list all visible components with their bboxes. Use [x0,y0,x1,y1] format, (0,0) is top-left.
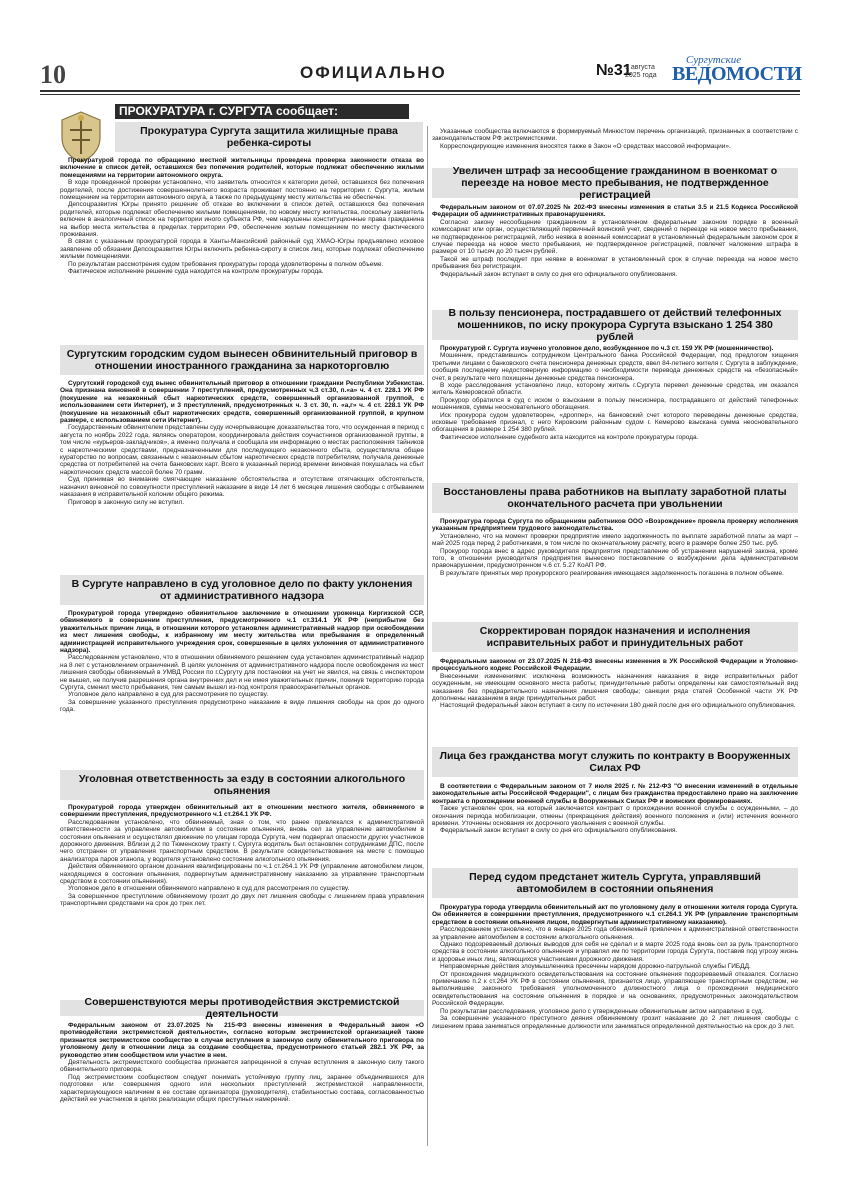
article-title-extremism: Совершенствуются меры противодействия экстремистской деятельности [60,1000,424,1016]
article-lead: Сургутский городской суд вынес обвинительный приговор в отношении гражданки Республики Узбекистан. Она признана виновной в совершении 7 преступлений, предусмотренных ч.3 ст.30, п.«а» ч. 4 ст. 228.1 УК РФ (покушение на незаконный сбыт наркотических средств, совершенный организованной группой, с использованием сети Интернет), и 3 преступлений, предусмотренных ч. 3 ст. 30, п. «а,г» ч. 4 ст. 228.1 УК РФ (покушение на незаконный сбыт наркотических средств, совершенный организованной группой, в крупном размере, с использованием сети Интернет). [60,380,424,425]
article-lead: Прокуратура города Сургута по обращениям работников ООО «Возрождение» провела проверку исполнения указанным предприятием трудового законодательства. [432,518,798,533]
prosecutor-banner: ПРОКУРАТУРА г. СУРГУТА сообщает: [115,104,409,119]
article-lead: В соответствии с Федеральным законом от 7 июля 2025 г. № 212-ФЗ "О внесении изменений в отдельные законодательные акты Российской Федерации", с лицам без гражданства предоставлено право на заключение контракта о прохождении военной службы в Вооруженных Силах РФ и воинских формированиях. [432,783,798,805]
article-paragraph: Приговор в законную силу не вступил. [68,498,185,506]
section-title: ОФИЦИАЛЬНО [300,63,447,82]
issue-date [625,64,657,80]
article-paragraph: Федеральный закон вступает в силу со дня его официального опубликования. [440,827,678,835]
article-title-stateless-service: Лица без гражданства могут служить по контракту в Вооруженных Силах РФ [432,747,798,777]
article-lead: Федеральным законом от 23.07.2025 N 218-ФЗ внесены изменения в УК Российской Федерации и Уголовно-процессуального кодекс Российской Федерации. [432,658,798,673]
article-lead: Федеральным законом от 07.07.2025 № 202-ФЗ внесены изменения в статьи 3.5 и 21.5 Кодекса Российской Федерации об административных правонарушениях. [432,204,798,219]
article-lead: Прокуратурой города по обращению местной жительницы проведена проверка законности отказа во включение в список детей, оставшихся без попечения родителей, которые подлежат обеспечению жилыми помещениями на территории автономного округа. [60,157,424,179]
issue-number: №31 [596,62,632,79]
article-child-housing [60,157,424,276]
article-lead: Прокуратурой города утвержден обвинительный акт в отношении местного жителя, обвиняемого в совершении преступления, предусмотренного ч.1 ст.264.1 УК РФ. [60,804,424,819]
article-paragraph: Установлено, что на момент проверки предприятие имело задолженность по выплате заработной платы за март – май 2025 года перед 2 работниками, в том числе по окончательному расчету, всего в размере более 250 тыс. руб. [432,532,798,548]
article-drunk-driver-trial [432,904,798,1030]
header-rule [40,90,800,92]
article-title-supervision: В Сургуте направлено в суд уголовное дело по факту уклонения от административного надзора [60,575,424,605]
article-extremism [60,1022,424,1103]
article-paragraph: Мошенник, представившись сотрудником Центрального банка Российской Федерации, под предлогом хищения третьими лицами с банковского счета пенсионера денежных средств, ввел 84-летнего жителя г. Сургута в заблуждение, сообщив последнему недостоверную информацию о необходимости перевода денежных средств на «безопасный» счет, в результате чего похищены денежные средства пенсионера. [432,352,798,382]
article-stateless-service [432,783,798,835]
column-divider [427,126,428,1146]
article-title-child-housing: Прокуратура Сургута защитила жилищные права ребенка-сироты [115,122,423,152]
article-paragraph: В связи с указанным прокуратурой города в Ханты-Мансийский районный суд ХМАО-Югры предъявлено исковое заявление об обязании Депсоцразвития Югры включить ребенка-сироту в список лиц, которые подлежат обеспечению жилыми помещениями. [60,238,424,261]
article-paragraph: В ходе проведенной проверки установлено, что заявитель относится к категории детей, оставшихся без попечения родителей, после достижения совершеннолетнего возраста проживает постоянно на территории г. Сургута, жилым помещением на территории автономного округа, а также по предыдущему месту жительства не обеспечен. [60,179,424,202]
article-paragraph: По результатам расследования, уголовное дело с утвержденным обвинительным актом направлено в суд. [440,1007,764,1015]
article-paragraph: Депсоцразвития Югры принято решение об отказе во включении в список детей, оставшихся без попечения родителей, которые подлежат обеспечению жилыми помещениями, по новому месту жительства, поскольку заявитель включен в аналогичный список на территории иного субъекта РФ, чем нарушены конституционные права гражданина на выбор места жительства в пределах территории РФ, обеспечение жилым помещением по месту фактического проживания. [60,201,424,239]
article-paragraph: За совершенное преступление обвиняемому грозит до двух лет лишения свободы с лишением права управления транспортными средствами на срок до трех лет. [60,892,424,908]
article-paragraph: Уголовное дело направлено в суд для рассмотрения по существу. [68,691,269,699]
article-title-drunk-driver-trial: Перед судом предстанет житель Сургута, управлявший автомобилем в состоянии опьянения [432,868,798,898]
logo-top-text: Сургутские [686,54,742,66]
article-drug-verdict [60,380,424,506]
article-pensioner-fraud [432,345,798,441]
logo-main-text: ВЕДОМОСТИ [672,63,802,85]
article-paragraph: В ходе расследования установлено лицо, которому житель г.Сургута перевел денежные средства, им оказался житель Кемеровской области. [432,382,798,397]
article-paragraph: Такой же штраф последует при неявке в военкомат в установленный срок в случае переезда на новое место пребывания без регистрации. [432,255,798,271]
article-paragraph: Указанные сообщества включаются в формируемый Минюстом перечень организаций, признанных в соответствии с законодательством РФ экстремистскими. [432,128,798,143]
article-paragraph: Уголовное дело в отношении обвиняемого направлено в суд для рассмотрения по существу. [68,885,350,893]
article-title-wages: Восстановлены права работников на выплату заработной платы окончательного расчета при увольнении [432,483,798,513]
article-supervision [60,610,424,714]
article-paragraph: Прокурор обратился в суд с иском о взыскании в пользу пенсионера, пострадавшего от действий телефонных мошенников, суммы неосновательного обогащения. [432,396,798,412]
page-number: 10 [40,60,66,89]
article-paragraph: Внесенными изменениями: исключена возможность назначения наказания в виде исправительных работ осужденным, не имеющим основного места работы; принудительные работы определены как самостоятельный вид наказания без предварительного назначения лишения свободы; санкции ряда статей Особенной части УК РФ дополнены наказанием в виде принудительных работ. [432,672,798,703]
article-paragraph: Однако подозреваемый должных выводов для себя не сделал и в марте 2025 года вновь сел за руль транспортного средства в состоянии алкогольного опьянения и управлял им по территории города Сургута, поставив под угрозу жизнь и здоровье иных лиц, являющихся участниками дорожного движения. [432,941,798,963]
article-paragraph: Также установлен срок, на который заключается контракт о прохождении военной службы с осужденными, – до окончания периода мобилизации, отмены (прекращения действия) военного положения и (или) истечения военного времени. Уточнены основания их досрочного увольнения с военной службы. [432,805,798,828]
article-paragraph: Корреспондирующие изменения вносятся также в Закон «О средствах массовой информации». [440,142,731,150]
article-paragraph: Расследованием установлено, что обвиняемый, зная о том, что ранее привлекался к административной ответственности за управление автомобилем в состоянии опьянения, вновь сел за управление автомобилем в состоянии опьянения и осуществлял движение по улицам города Сургута, чем подвергал опасности других участников дорожного движения. Вблизи д.2 по Тюменскому тракту г. Сургута водитель был остановлен сотрудниками ДПС, после чего отстранен от управления транспортным средством. В результате освидетельствования на месте с помощью анализатора паров этанола, у водителя установлено состояние алкогольного опьянения. [60,818,424,863]
article-paragraph: Фактическое исполнение решение суда находится на контроле прокуратуры города. [68,268,324,276]
article-title-pensioner-fraud: В пользу пенсионера, пострадавшего от действий телефонных мошенников, по иску прокурора Сургута взыскано 1 254 380 рублей [432,310,798,340]
article-extremism-continued [432,128,798,150]
article-paragraph: Согласно закону несообщение гражданином в установленном федеральным законом порядке в военный комиссариат или орган, осуществляющий первичный воинский учет, сведений о переезде на новое место пребывания, не подтвержденное регистрацией, либо неявка в военный комиссариат в установленный федеральным законом срок в случае переезда на новое место пребывания, не подтвержденное регистрацией, повлечет наложение штрафа в размере от 10 тысяч до 20 тысяч рублей. [432,218,798,256]
article-paragraph: Суд принимая во внимание смягчающие наказание обстоятельства и отсутствие отягчающих обстоятельств, назначил виновной по совокупности преступлений наказание в виде 14 лет 6 месяцев лишения свободы с отбыванием наказания в исправительной колонии общего режима. [60,476,424,499]
article-wages [432,518,798,577]
article-lead: Прокуратурой г. Сургута изучено уголовное дело, возбужденное по ч.3 ст. 159 УК РФ (мошенничество). [440,345,774,352]
article-title-drunk-driving: Уголовная ответственность за езду в состоянии алкогольного опьянения [60,770,424,800]
article-paragraph: Государственным обвинителем представлены суду исчерпывающие доказательства того, что осужденная в период с августа по ноябрь 2022 года, являясь оператором, координировала действия соучастников организованной группы, в том числе «курьеров-закладчиков», а именно получала и сообщала им информацию о местах расположения тайников с наркотическими средствами, предназначенными для последующего незаконного сбыта, осуществляла общее кураторство по вопросам, связанным с незаконным сбытом наркотических средств потребителям, получала денежные средства от потребителей на счета банковских карт. Всего в указанный период времени виновная покушалась на сбыт наркотических средств массой более 70 грамм. [60,424,424,476]
article-paragraph: Прокурор города внес в адрес руководителя предприятия представление об устранении нарушений закона, кроме того, в отношении руководителя предприятия вынесено постановление о возбуждении дела административном правонарушении, предусмотренном ч.6 ст. 5.27 КоАП РФ. [432,547,798,570]
newspaper-logo[interactable] [672,54,802,88]
article-paragraph: Неправомерные действия злоумышленника пресечены нарядом дорожно-патрульной службы ГИБДД. [440,963,751,971]
article-paragraph: Настоящий федеральный закон вступает в силу по истечении 180 дней после дня его официального опубликования. [440,702,796,710]
article-paragraph: Федеральный закон вступает в силу со дня его официального опубликования. [440,270,678,278]
article-paragraph: Фактическое исполнение судебного акта находится на контроле прокуратуры города. [440,433,699,441]
article-paragraph: Деятельность экстремистского сообщества признается запрещенной в случае вступления в законную силу такого обвинительного приговора. [60,1059,424,1074]
article-drunk-driving [60,804,424,908]
article-correctional-work [432,658,798,710]
article-lead: Прокуратурой города утверждено обвинительное заключение в отношении уроженца Киргизской ССР, обвиняемого в совершении преступления, предусмотренного ч.1 ст.314.1 УК РФ (неприбытие без уважительных причин лица, в отношении которого установлен административный надзор при освобождении из мест лишения свободы, к избранному им месту жительства или пребывания в определенный администрацией исправительного учреждения срок, совершенные в целях уклонения от административного надзора). [60,610,424,655]
article-title-drug-verdict: Сургутским городским судом вынесен обвинительный приговор в отношении иностранного гражданина за наркоторговлю [60,345,424,375]
header-rule-thin [40,94,800,95]
article-paragraph: По результатам рассмотрения судом требования прокуратуры города удовлетворены в полном объеме. [68,260,384,268]
article-paragraph: Иск прокурора судом удовлетворен, «дроппер», на банковский счет которого переведены денежные средства, исковые требования признал, с него Кировским районным судом г. Кемерово взыскана сумма неосновательного обогащения в размере 1 254 380 рублей. [432,411,798,434]
article-lead: Федеральным законом от 23.07.2025 № 215-ФЗ внесены изменения в Федеральный закон «О противодействии экстремистской деятельности», согласно которым экстремистской организацией также признается экстремистское сообщество в случае вступления в законную силу обвинительного приговора по уголовному делу в отношении лица за создание сообщества, предусмотренного статьей 282.1 УК РФ, за руководство этим сообществом или участие в нем. [60,1022,424,1059]
article-paragraph: От прохождения медицинского освидетельствования на состояние опьянения подозреваемый отказался. Согласно примечанию п.2 к ст.264 УК РФ в состоянии опьянения, признается лицо, управляющее транспортным средством, не выполнившее законного требования уполномоченного должностного лица о прохождении медицинского освидетельствования на состояние опьянения в порядке и на основаниях, предусмотренных законодательством Российской Федерации. [432,970,798,1008]
article-military-fine [432,204,798,278]
article-paragraph: Под экстремистским сообществом следует понимать устойчивую группу лиц, заранее объединившихся для подготовки или совершения одного или нескольких преступлений экстремистской направленности, характеризующуюся наличием в ее составе организатора (руководителя), стабильностью состава, согласованностью действий ее участников в целях реализации общих преступных намерений. [60,1073,424,1104]
article-paragraph: Расследованием установлено, что в отношении обвиняемого решением суда установлен административный надзор на 8 лет с установлением ограничений. В целях уклонения от административного надзора после освобождения из мест лишения свободы обвиняемый в УМВД России по г.Сургуту для постановки на учет не явился, на связь с инспектором не вышел, не получив разрешения органа внутренних дел и не имея уважительных причин, покинув территорию города Сургута, сменил место пребывания, тем самым вышел из-под контроля правоохранительных органов. [60,654,424,692]
issue-date-day: 9 августа [625,64,655,71]
article-paragraph: За совершение указанного преступления предусмотрено наказание в виде лишения свободы на срок до одного года. [60,698,424,714]
article-title-military-fine: Увеличен штраф за несообщение гражданином в военкомат о переезде на новое место пребывания, не подтвержденное регистрацией [432,168,798,198]
article-paragraph: За совершение указанного преступного деяния обвиняемому грозит наказание до 2 лет лишения свободы с лишением права заниматься определенные должности или заниматься определенной деятельностью на срок до 3 лет. [432,1015,798,1030]
issue-date-year: 2025 года [625,72,657,79]
article-title-correctional-work: Скорректирован порядок назначения и исполнения исправительных работ и принудительных работ [432,622,798,652]
article-lead: Прокуратура города утвердила обвинительный акт по уголовному делу в отношении жителя города Сургута. Он обвиняется в совершении преступления, предусмотренного ч.1 ст.264.1 УК РФ (управление транспортным средством в состоянии опьянения лицом, подвергнутым административному наказанию). [432,904,798,926]
article-paragraph: Действия обвиняемого органом дознания квалифицированы по ч.1 ст.264.1 УК РФ (управление автомобилем лицом, находящимся в состоянии опьянения, подвергнутым административному наказанию за управление транспортным средством в состоянии опьянения). [60,863,424,886]
article-paragraph: В результате принятых мер прокурорского реагирования имеющаяся задолженность погашена в полном объеме. [440,569,784,577]
article-paragraph: Расследованием установлено, что в январе 2025 года обвиняемый привлечен к административной ответственности за управление автомобилем в состоянии алкогольного опьянения. [432,926,798,941]
prosecutor-emblem-icon [56,108,106,164]
